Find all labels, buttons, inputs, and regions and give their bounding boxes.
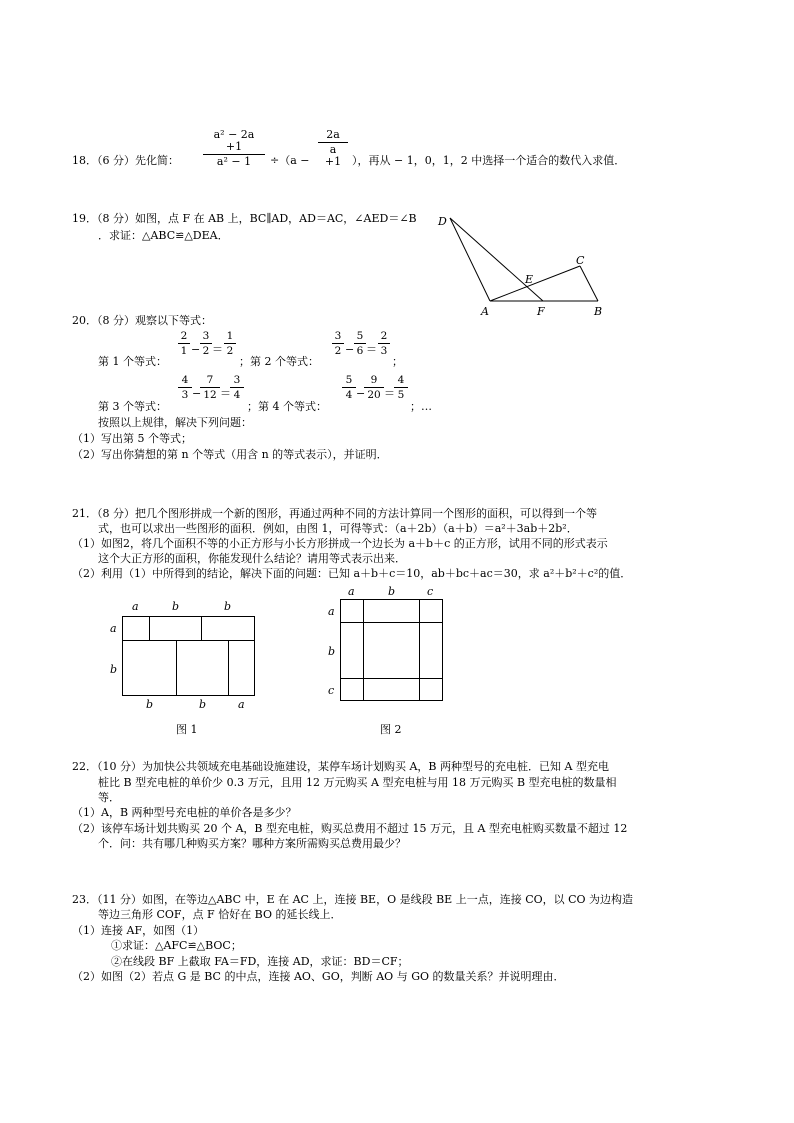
segment-df [450,218,543,301]
denominator: 1 [178,343,190,357]
fig2-top-b: b [388,585,396,598]
q20-equals: ＝ [212,343,223,356]
numerator: 4 [181,374,189,386]
fig2-left-a: a [328,605,335,618]
q23-sub-1b: ②在线段 BF 上截取 FA＝FD，连接 AD，求证：BD＝CF； [111,955,409,968]
q21-sub-1b: 这个大正方形的面积，你能发现什么结论？请用等式表示出来． [98,552,406,565]
q19-figure [430,208,620,323]
fig2-caption: 图 2 [380,723,402,736]
q20-eq3-frac-2 [200,374,220,401]
q20-rule: 按照以上规律，解决下列问题： [98,416,252,429]
q18-frac1-denominator: a² − 1 [203,154,265,168]
q20-minus: − [191,343,201,356]
q23-sub-1a: ①求证：△AFC≌△BOC； [111,939,242,952]
denominator: 12 [200,387,220,401]
fig1-bottom-b1: b [146,698,154,711]
q22-sub-2b: 个．问：共有哪几种购买方案？哪种方案所需购买总费用最少？ [98,837,406,850]
q22-line-1: 22．（10 分）为加快公共领域充电基础设施建设，某停车场计划购买 A，B 两种型号的充电桩．已知 A 型充电 [72,760,609,773]
numerator: 9 [370,374,378,386]
q18-fraction-1 [203,129,265,168]
q20-eq4-frac-2 [364,374,384,401]
q18-fraction-2 [318,129,348,168]
q21-sub-1a: （1）如图2，将几个面积不等的小正方形与小长方形拼成一个边长为 a＋b＋c 的正方形，试用不同的形式表示 [72,537,608,550]
q21-sub-2: （2）利用（1）中所得到的结论，解决下面的问题：已知 a＋b＋c＝10，ab＋bc＋ac＝30，求 a²＋b²＋c²的值． [72,567,632,580]
q23-sub-1: （1）连接 AF，如图（1） [72,924,205,937]
q20-ellipsis: ；… [410,400,432,413]
numerator: 5 [345,374,353,386]
q21-line-2: 式，也可以求出一些图形的面积．例如，由图 1，可得等式：（a＋2b）（a＋b）＝a²＋3ab＋2b²． [98,522,578,535]
q22-line-2: 桩比 B 型充电桩的单价少 0.3 万元，且用 12 万元购买 A 型充电桩与用 18 万元购买 B 型充电桩的数量相 [98,776,617,789]
denominator: 6 [354,343,366,357]
fig1-bottom-a: a [238,698,245,711]
q20-eq4-frac-3 [394,374,408,401]
fig1-left-a: a [110,622,117,635]
fig1-left-b: b [110,663,118,676]
denominator: 2 [332,343,344,357]
q23-line-1: 23．（11 分）如图，在等边△ABC 中，E 在 AC 上，连接 BE，O 是线段 BE 上一点，连接 CO，以 CO 为边构造 [72,893,634,906]
segment-cb [580,266,598,301]
denominator: 2 [224,343,236,357]
fig1-outer [123,617,255,696]
numerator: 3 [233,374,241,386]
q18-frac2-numerator: 2a [326,128,340,141]
q20-minus: − [192,387,202,400]
q20-eq2-frac-1 [332,330,344,357]
q20-separator: ； [392,355,403,368]
q21-line-1: 21．（8 分）把几个图形拼成一个新的图形，再通过两种不同的方法计算同一个图形的面积，可以得到一个等 [72,507,597,520]
q20-eq2-label: ；第 2 个等式： [239,355,319,368]
q20-eq3-label: 第 3 个等式： [98,400,167,413]
q22-sub-2a: （2）该停车场计划共购买 20 个 A，B 型充电桩，购买总费用不超过 15 万元，且 A 型充电桩购买数量不超过 12 [72,822,628,835]
q20-eq3-frac-1 [178,374,192,401]
denominator: 20 [364,387,384,401]
q20-eq3-frac-3 [230,374,244,401]
label-d: D [438,215,447,228]
denominator: 3 [178,387,192,401]
q18-prefix: 18．（6 分）先化简： [72,154,179,167]
q20-minus: − [345,343,355,356]
q23-sub-2: （2）如图（2）若点 G 是 BC 的中点，连接 AO、GO，判断 AO 与 GO 的数量关系？并说明理由． [72,970,565,983]
q20-eq1-frac-2 [200,330,212,357]
q20-eq4-frac-1 [342,374,356,401]
q21-figure-2 [322,584,452,740]
fig2-top-a: a [348,585,355,598]
numerator: 3 [202,330,210,342]
q20-eq1-label: 第 1 个等式： [98,355,167,368]
numerator: 1 [226,330,234,342]
q21-figure-1 [104,598,264,740]
q20-eq1-frac-3 [224,330,236,357]
label-e: E [525,273,534,286]
fig2-left-b: b [328,645,336,658]
q20-equals: ＝ [366,343,377,356]
segment-da [450,218,490,301]
numerator: 3 [334,330,342,342]
denominator: 3 [378,343,390,357]
numerator: 2 [180,330,188,342]
fig2-top-c: c [427,585,434,598]
fig1-top-b2: b [224,600,232,613]
numerator: 2 [380,330,388,342]
q20-eq1-frac-1 [178,330,190,357]
denominator: 2 [200,343,212,357]
q22-sub-1: （1）A，B 两种型号充电桩的单价各是多少？ [72,806,297,819]
fig1-top-b1: b [172,600,180,613]
q19-line-2: ．求证：△ABC≌△DEA． [98,229,229,242]
numerator: 5 [356,330,364,342]
q22-line-3: 等． [98,791,120,804]
q20-sub-2: （2）写出你猜想的第 n 个等式（用含 n 的等式表示），并证明． [72,448,388,461]
numerator: 4 [397,374,405,386]
q18-frac1-numerator: a² − 2a +1 [213,128,255,153]
q20-eq2-frac-3 [378,330,390,357]
q20-equals: ＝ [384,387,395,400]
fig2-outer [341,600,443,701]
q20-eq4-label: ；第 4 个等式： [247,400,327,413]
q23-line-2: 等边三角形 COF，点 F 恰好在 BO 的延长线上． [98,908,342,921]
q20-sub-1: （1）写出第 5 个等式； [72,432,192,445]
q20-title: 20．（8 分）观察以下等式： [72,314,212,327]
label-a: A [481,305,489,318]
denominator: 4 [342,387,356,401]
q18-suffix: ），再从 − 1，0，1，2 中选择一个适合的数代入求值． [352,154,626,167]
label-b: B [594,305,603,318]
q20-equals: ＝ [220,387,231,400]
q20-minus: − [356,387,366,400]
label-f: F [537,305,545,318]
numerator: 7 [206,374,214,386]
q18-frac2-denominator: a +1 [318,142,348,168]
fig1-top-a: a [132,600,139,613]
q20-eq2-frac-2 [354,330,366,357]
segment-ac [490,266,580,301]
q18-divide: ÷（a − [270,154,310,167]
denominator: 5 [394,387,408,401]
q19-line-1: 19．（8 分）如图，点 F 在 AB 上，BC∥AD，AD＝AC，∠AED＝∠B [72,212,417,225]
denominator: 4 [230,387,244,401]
fig2-left-c: c [328,684,335,697]
fig1-caption: 图 1 [176,723,198,736]
fig1-bottom-b2: b [199,698,207,711]
label-c: C [576,254,585,267]
